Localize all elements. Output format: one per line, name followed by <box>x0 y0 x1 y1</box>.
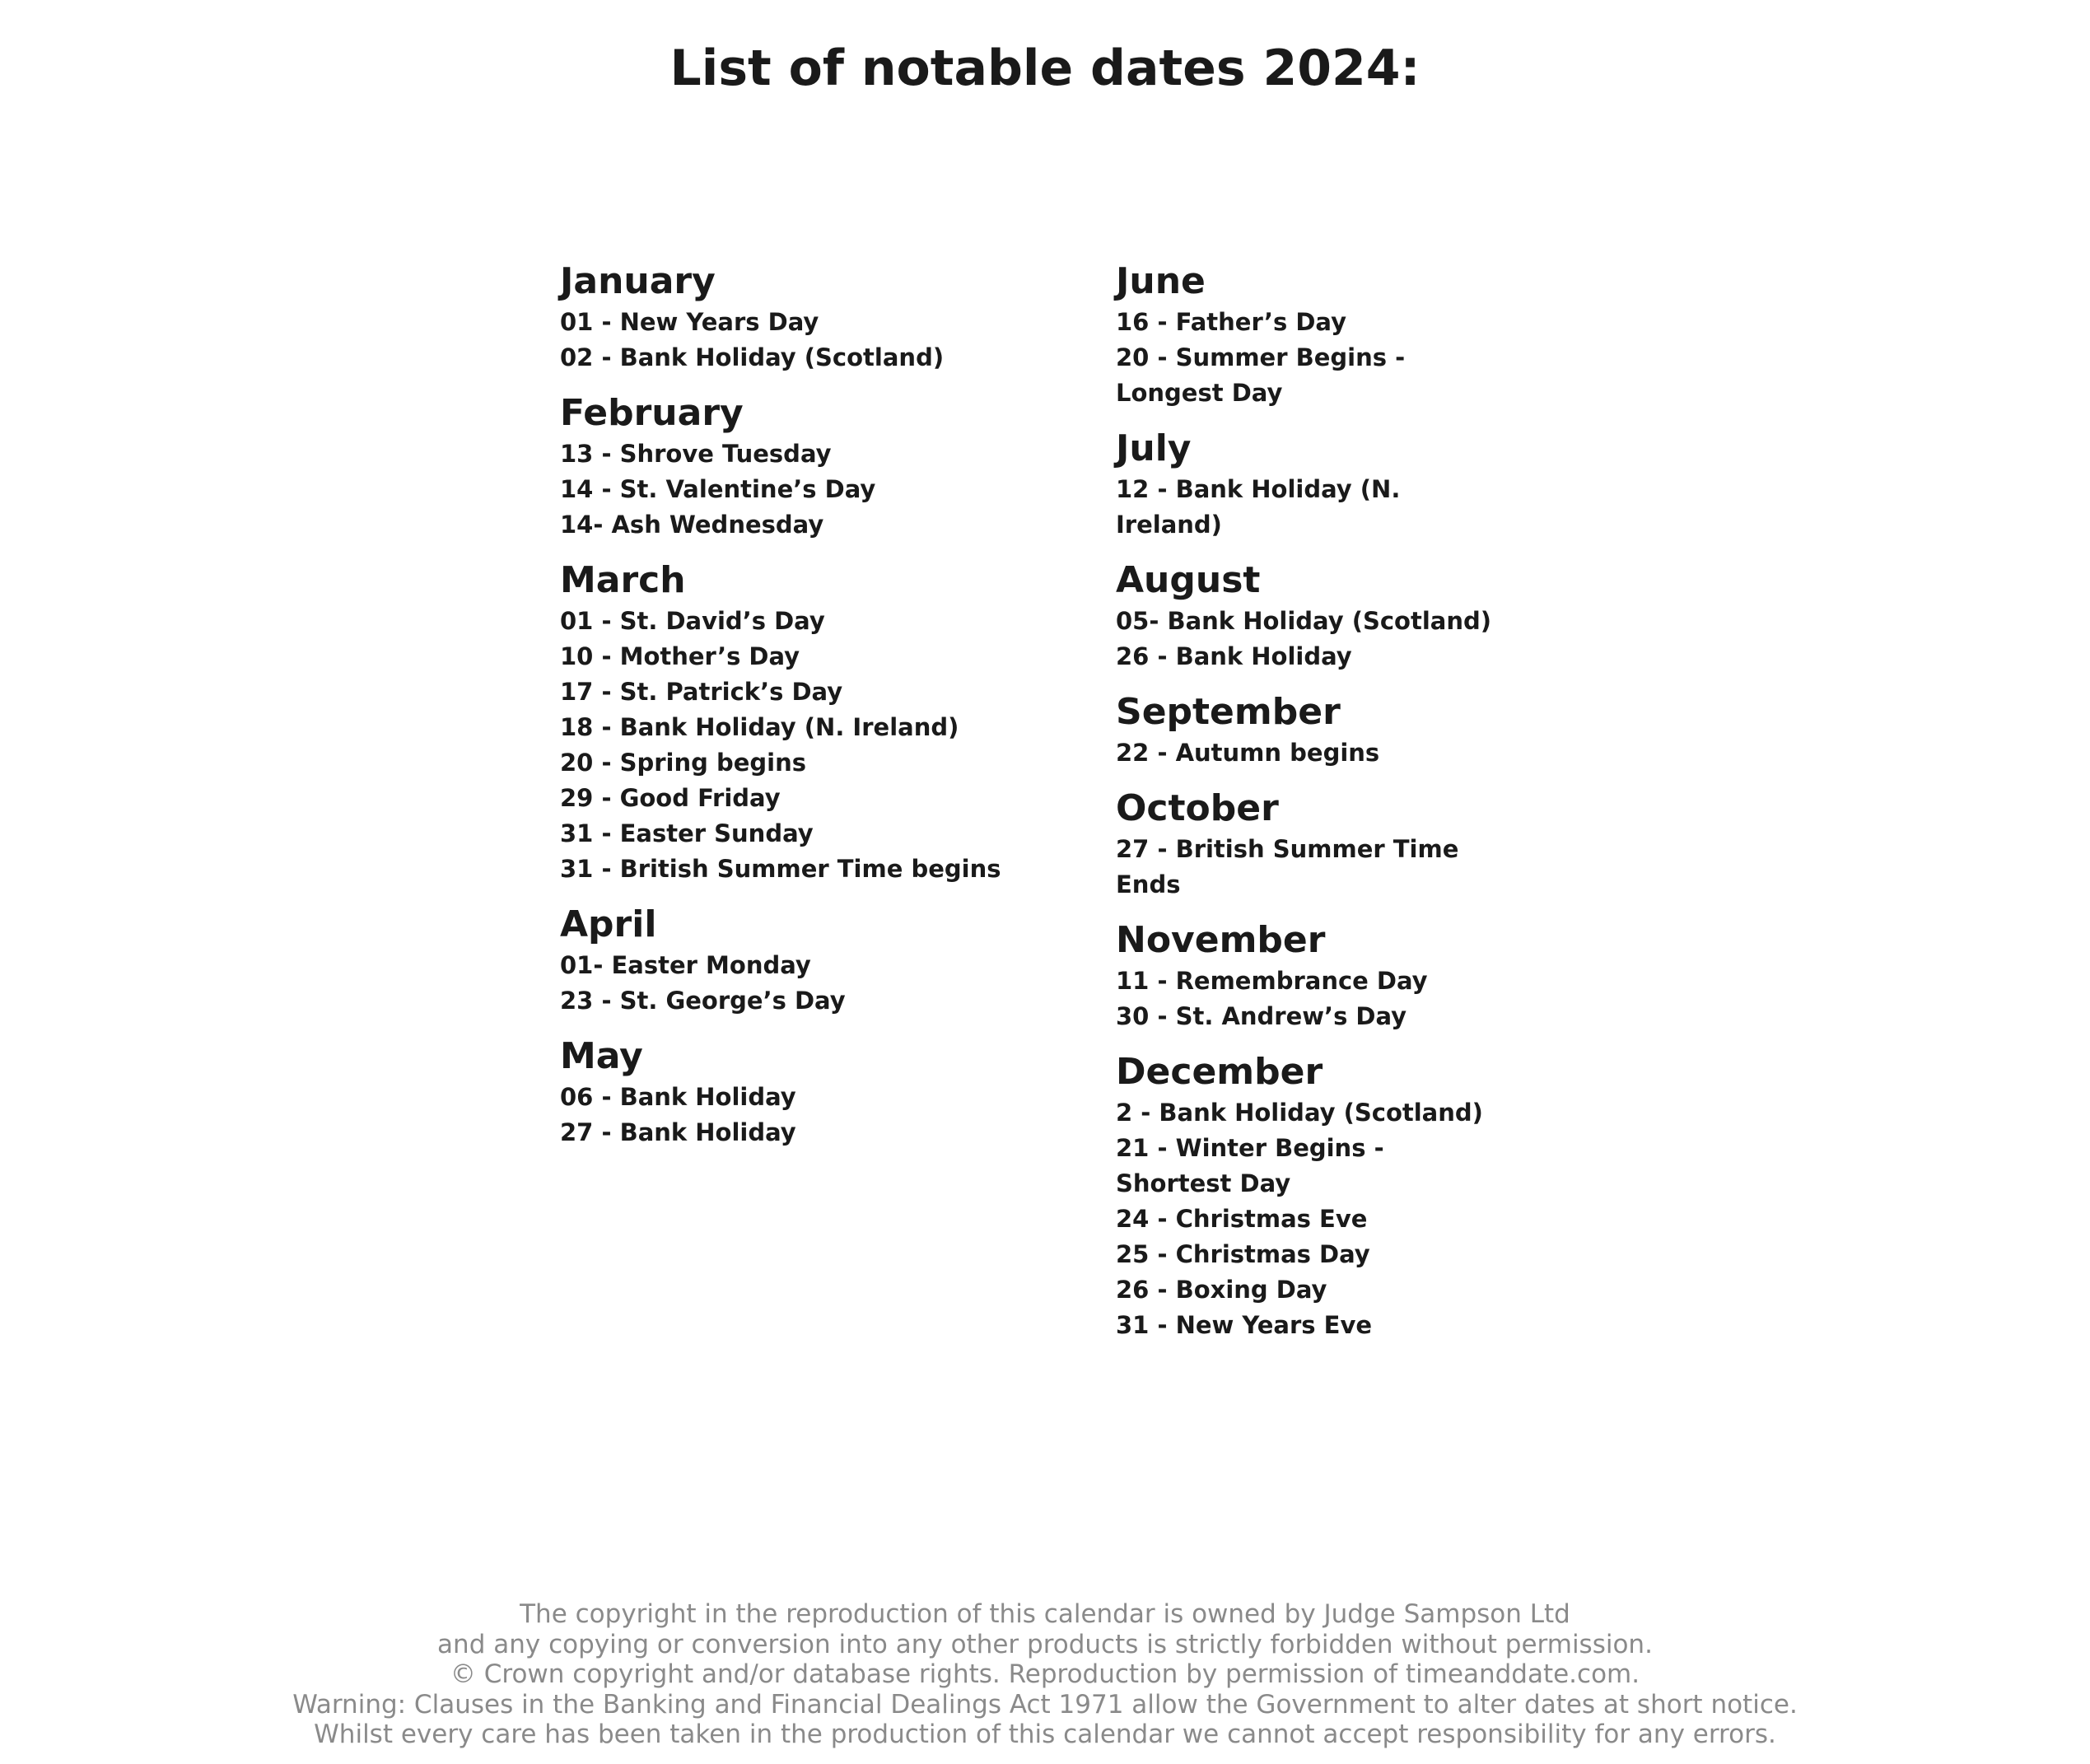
date-entry: 06 - Bank Holiday <box>560 1083 796 1111</box>
month-heading: August <box>1116 559 1261 601</box>
month-section <box>560 1034 1054 1150</box>
date-entry: 31 - New Years Eve <box>1116 1311 1373 1339</box>
footer-line: The copyright in the reproduction of this calendar is owned by Judge Sampson Ltd <box>520 1599 1570 1629</box>
right-column <box>1116 259 1610 1358</box>
month-heading: November <box>1116 919 1326 961</box>
month-section <box>560 902 1054 1019</box>
month-section <box>1116 426 1610 543</box>
date-entry: 10 - Mother’s Day <box>560 642 800 670</box>
date-entry: 26 - Boxing Day <box>1116 1276 1327 1304</box>
copyright-footer <box>0 1599 2090 1750</box>
date-entry: 27 - Bank Holiday <box>560 1118 796 1146</box>
date-entry: 01 - St. David’s Day <box>560 607 825 635</box>
date-entry: 27 - British Summer Time Ends <box>1116 835 1459 898</box>
month-heading: April <box>560 903 657 945</box>
month-section <box>560 390 1054 543</box>
date-entry: 25 - Christmas Day <box>1116 1240 1370 1268</box>
date-entry: 2 - Bank Holiday (Scotland) <box>1116 1099 1483 1127</box>
month-section <box>1116 689 1610 771</box>
date-entry: 31 - Easter Sunday <box>560 819 814 847</box>
month-heading: September <box>1116 691 1341 733</box>
month-section <box>560 558 1054 887</box>
date-entry: 26 - Bank Holiday <box>1116 642 1352 670</box>
month-section <box>1116 786 1610 903</box>
left-column <box>560 259 1054 1165</box>
footer-line: and any copying or conversion into any other products is strictly forbidden without permission. <box>437 1629 1653 1659</box>
date-entry: 31 - British Summer Time begins <box>560 855 1001 883</box>
date-entry: 21 - Winter Begins - Shortest Day <box>1116 1134 1384 1197</box>
date-entry: 30 - St. Andrew’s Day <box>1116 1002 1407 1030</box>
month-section <box>1116 917 1610 1034</box>
month-section <box>1116 1049 1610 1343</box>
date-entry: 01- Easter Monday <box>560 951 811 979</box>
date-entry: 23 - St. George’s Day <box>560 987 846 1015</box>
date-entry: 29 - Good Friday <box>560 784 781 812</box>
date-entry: 18 - Bank Holiday (N. Ireland) <box>560 713 959 741</box>
date-entry: 05- Bank Holiday (Scotland) <box>1116 607 1491 635</box>
date-entry: 11 - Remembrance Day <box>1116 967 1428 995</box>
month-heading: May <box>560 1035 643 1077</box>
date-entry: 12 - Bank Holiday (N. Ireland) <box>1116 475 1401 539</box>
date-entry: 17 - St. Patrick’s Day <box>560 678 843 706</box>
footer-line: Warning: Clauses in the Banking and Financial Dealings Act 1971 allow the Government to alter dates at short notice. <box>292 1689 1798 1720</box>
date-entry: 13 - Shrove Tuesday <box>560 440 832 468</box>
month-heading: December <box>1116 1051 1323 1093</box>
date-entry: 14- Ash Wednesday <box>560 511 824 539</box>
dates-columns <box>0 259 2090 1339</box>
month-heading: October <box>1116 787 1279 829</box>
date-entry: 14 - St. Valentine’s Day <box>560 475 876 503</box>
footer-line: © Crown copyright and/or database rights. Reproduction by permission of timeanddate.com. <box>450 1659 1640 1689</box>
date-entry: 22 - Autumn begins <box>1116 739 1380 767</box>
month-section <box>1116 558 1610 674</box>
month-section <box>1116 259 1610 411</box>
month-heading: January <box>560 260 716 302</box>
date-entry: 01 - New Years Day <box>560 308 819 336</box>
month-heading: June <box>1116 260 1206 302</box>
month-heading: March <box>560 559 686 601</box>
date-entry: 02 - Bank Holiday (Scotland) <box>560 343 945 371</box>
month-heading: February <box>560 392 744 434</box>
month-heading: July <box>1116 427 1192 469</box>
month-section <box>560 259 1054 376</box>
date-entry: 20 - Spring begins <box>560 749 807 777</box>
date-entry: 20 - Summer Begins - Longest Day <box>1116 343 1406 407</box>
date-entry: 16 - Father’s Day <box>1116 308 1346 336</box>
date-entry: 24 - Christmas Eve <box>1116 1205 1368 1233</box>
page-title: List of notable dates 2024: <box>669 40 1421 97</box>
footer-line: Whilst every care has been taken in the production of this calendar we cannot accept responsibility for any errors. <box>314 1720 1776 1749</box>
